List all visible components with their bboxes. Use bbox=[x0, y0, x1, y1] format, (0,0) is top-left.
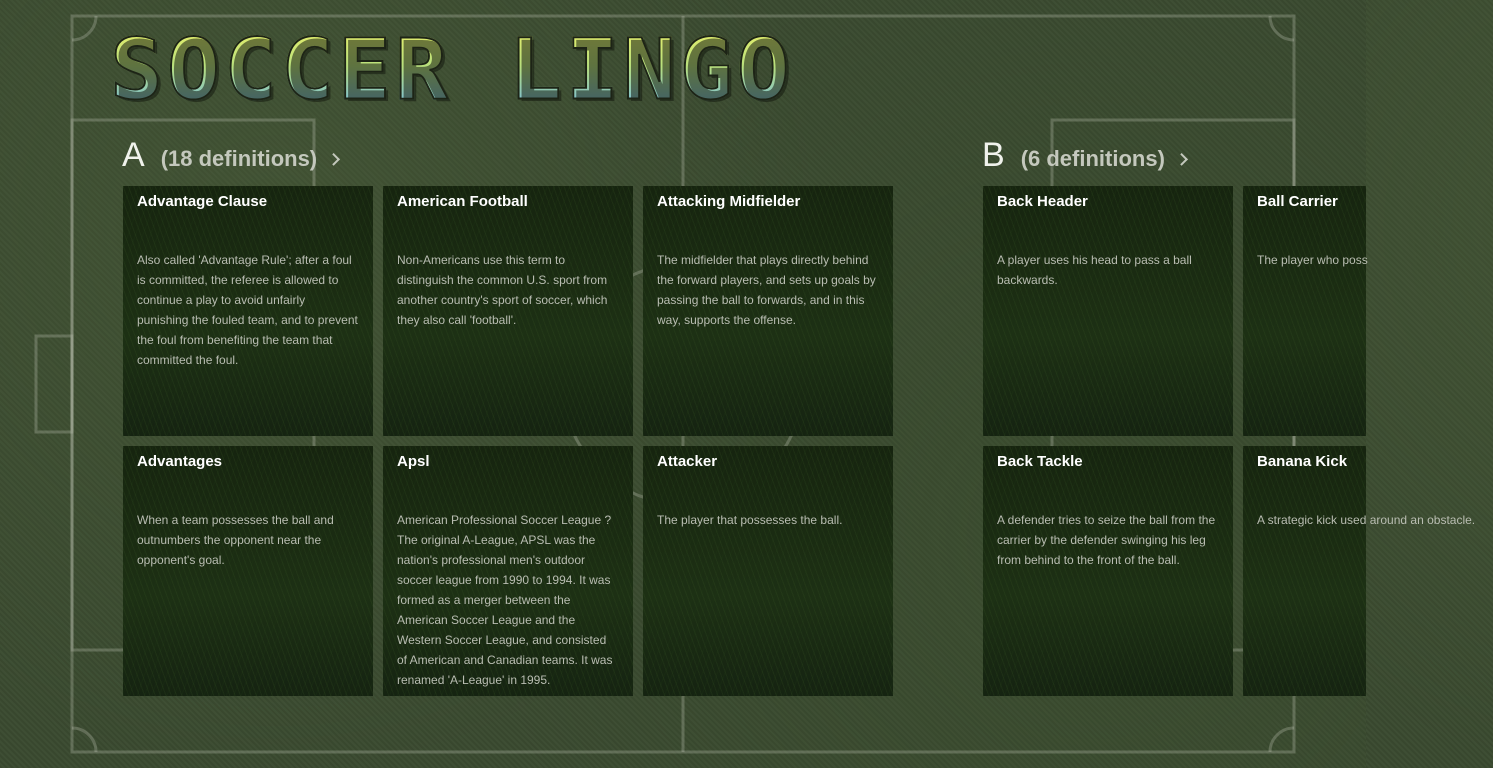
term-tile[interactable] bbox=[383, 446, 633, 696]
group-header-a[interactable] bbox=[122, 136, 336, 175]
term-definition: A player uses his head to pass a ball backwards. bbox=[997, 253, 1192, 287]
term-definition: A strategic kick used around an obstacle. bbox=[1257, 513, 1476, 527]
term-title: Attacker bbox=[657, 453, 718, 470]
term-title: Advantage Clause bbox=[137, 193, 268, 210]
term-definition: Also called 'Advantage Rule'; after a foul is committed, the referee is allowed to continue a play to avoid unfairly punishing the fouled team, and to prevent the foul from benefiting the team that committed the foul. bbox=[137, 253, 358, 367]
term-tile[interactable] bbox=[983, 446, 1233, 696]
group-letter: B bbox=[982, 136, 1005, 174]
group-count: (18 definitions) bbox=[160, 146, 318, 171]
term-tile[interactable] bbox=[983, 186, 1233, 436]
term-title: Attacking Midfielder bbox=[657, 193, 801, 210]
term-title: Ball Carrier bbox=[1257, 193, 1338, 210]
term-tile[interactable] bbox=[123, 186, 373, 436]
group-count: (6 definitions) bbox=[1020, 146, 1165, 171]
term-tile[interactable] bbox=[1243, 186, 1366, 436]
term-title: American Football bbox=[397, 193, 528, 210]
term-definition: Non-Americans use this term to distinguish the common U.S. sport from another country's sport of soccer, which they also call 'football'. bbox=[397, 253, 608, 327]
term-title: Banana Kick bbox=[1257, 453, 1348, 470]
term-title: Apsl bbox=[397, 453, 430, 470]
term-tile[interactable] bbox=[123, 446, 373, 696]
app-title: SOCCER LINGO bbox=[110, 20, 794, 119]
term-definition: The midfielder that plays directly behind the forward players, and sets up goals by passing the ball to forwards, and in this way, supports the offense. bbox=[657, 253, 876, 327]
group-letter: A bbox=[122, 136, 145, 174]
term-tile[interactable] bbox=[643, 446, 893, 696]
term-definition: American Professional Soccer League ? The original A-League, APSL was the nation's professional men's outdoor soccer league from 1990 to 1994. It was formed as a merger between the American Soccer League and the Western Soccer League, and consisted of American and Canadian teams. It was renamed 'A-League' in 1995. bbox=[397, 513, 613, 687]
term-title: Advantages bbox=[137, 453, 223, 470]
term-title: Back Header bbox=[997, 193, 1088, 210]
term-title: Back Tackle bbox=[997, 453, 1083, 470]
group-header-b[interactable] bbox=[982, 136, 1184, 175]
chevron-right-icon bbox=[1175, 153, 1188, 166]
chevron-right-icon bbox=[327, 153, 340, 166]
term-definition: The player that possesses the ball. bbox=[657, 513, 843, 527]
term-tile[interactable] bbox=[383, 186, 633, 436]
term-definition: When a team possesses the ball and outnumbers the opponent near the opponent's goal. bbox=[137, 513, 334, 567]
term-tile[interactable] bbox=[1243, 446, 1476, 696]
term-definition: A defender tries to seize the ball from the carrier by the defender swinging his leg from behind to the front of the ball. bbox=[997, 513, 1216, 567]
term-definition: The player who poss bbox=[1257, 253, 1368, 267]
term-tile[interactable] bbox=[643, 186, 893, 436]
